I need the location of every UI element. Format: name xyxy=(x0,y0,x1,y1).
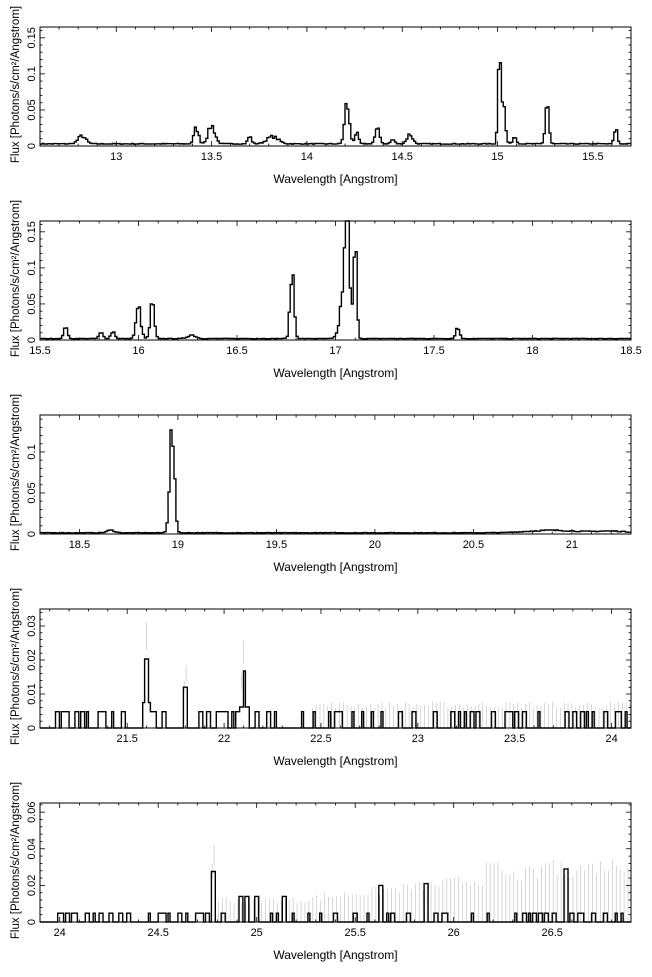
plot-frame xyxy=(40,221,631,340)
x-axis-label: Wavelength [Angstrom] xyxy=(273,172,398,186)
x-tick-label: 24.5 xyxy=(147,927,169,939)
panel-1 xyxy=(10,6,631,186)
x-tick-label: 16 xyxy=(132,345,145,357)
spectrum-line xyxy=(40,221,631,339)
x-tick-label: 22 xyxy=(217,733,231,745)
x-tick-label: 19 xyxy=(171,539,185,551)
y-tick-label: 0 xyxy=(26,918,38,926)
x-tick-label: 17.5 xyxy=(423,345,445,357)
ticks xyxy=(40,221,631,340)
y-axis-label: Flux [Photons/s/cm²/Angstrom] xyxy=(10,5,22,164)
y-tick-label: 0.05 xyxy=(26,99,38,121)
panel-5 xyxy=(10,782,631,962)
x-tick-label: 15.5 xyxy=(29,345,51,357)
spectrum-line xyxy=(40,63,631,145)
y-tick-label: 0.1 xyxy=(26,260,38,276)
x-tick-label: 16.5 xyxy=(226,345,248,357)
x-tick-label: 18.5 xyxy=(620,345,642,357)
y-tick-label: 0 xyxy=(26,530,38,538)
x-axis-label: Wavelength [Angstrom] xyxy=(273,948,398,962)
x-tick-label: 18 xyxy=(526,345,539,357)
spectrum-line xyxy=(40,430,631,533)
panel-3 xyxy=(10,394,631,574)
y-tick-label: 0.02 xyxy=(26,874,38,897)
x-tick-label: 25 xyxy=(250,927,263,939)
x-axis-label: Wavelength [Angstrom] xyxy=(273,366,398,380)
y-tick-label: 0.04 xyxy=(26,838,38,860)
x-tick-label: 26.5 xyxy=(541,927,563,939)
ticks xyxy=(40,27,631,146)
y-tick-label: 0.05 xyxy=(26,482,38,504)
y-tick-label: 0.15 xyxy=(26,221,38,243)
x-tick-label: 20.5 xyxy=(462,539,485,551)
y-axis-label: Flux [Photons/s/cm²/Angstrom] xyxy=(10,781,22,940)
x-tick-label: 13 xyxy=(110,151,123,163)
plot-frame xyxy=(40,415,631,534)
x-tick-label: 18.5 xyxy=(68,539,91,551)
x-tick-label: 21 xyxy=(565,539,579,551)
x-axis-label: Wavelength [Angstrom] xyxy=(273,560,398,574)
error-bars xyxy=(212,845,628,922)
spectrum-line xyxy=(40,869,631,922)
x-tick-label: 23 xyxy=(411,733,424,745)
y-tick-label: 0.06 xyxy=(26,801,38,823)
x-tick-label: 17 xyxy=(329,345,342,357)
x-tick-label: 22.5 xyxy=(310,733,332,745)
y-tick-label: 0.05 xyxy=(26,293,38,315)
plot-frame xyxy=(40,803,631,922)
y-axis-label: Flux [Photons/s/cm²/Angstrom] xyxy=(10,199,22,358)
x-axis-label: Wavelength [Angstrom] xyxy=(273,754,398,768)
x-tick-label: 14.5 xyxy=(391,151,413,163)
y-axis-label: Flux [Photons/s/cm²/Angstrom] xyxy=(10,587,22,746)
x-tick-label: 13.5 xyxy=(200,151,223,163)
y-tick-label: 0.1 xyxy=(26,66,38,82)
plot-frame xyxy=(40,27,631,146)
y-tick-label: 0.1 xyxy=(26,444,38,460)
x-tick-label: 26 xyxy=(447,927,460,939)
y-axis-label: Flux [Photons/s/cm²/Angstrom] xyxy=(10,393,22,552)
x-tick-label: 15 xyxy=(491,151,504,163)
y-tick-label: 0.01 xyxy=(26,683,38,705)
x-tick-label: 15.5 xyxy=(582,151,604,163)
y-tick-label: 0 xyxy=(26,336,38,344)
x-tick-label: 24 xyxy=(605,733,618,745)
x-tick-label: 14 xyxy=(300,151,314,163)
panel-2 xyxy=(10,200,642,380)
ticks xyxy=(40,415,631,534)
x-tick-label: 23.5 xyxy=(504,733,526,745)
y-tick-label: 0.03 xyxy=(26,615,38,637)
y-tick-label: 0 xyxy=(26,724,38,732)
x-tick-label: 24 xyxy=(53,927,66,939)
y-tick-label: 0.02 xyxy=(26,649,38,671)
x-tick-label: 25.5 xyxy=(344,927,366,939)
ticks xyxy=(40,803,631,922)
x-tick-label: 20 xyxy=(368,539,382,551)
y-tick-label: 0.15 xyxy=(26,27,38,49)
x-tick-label: 21.5 xyxy=(116,733,138,745)
y-tick-label: 0 xyxy=(26,142,38,150)
x-tick-label: 19.5 xyxy=(265,539,288,551)
panel-4 xyxy=(10,588,631,768)
